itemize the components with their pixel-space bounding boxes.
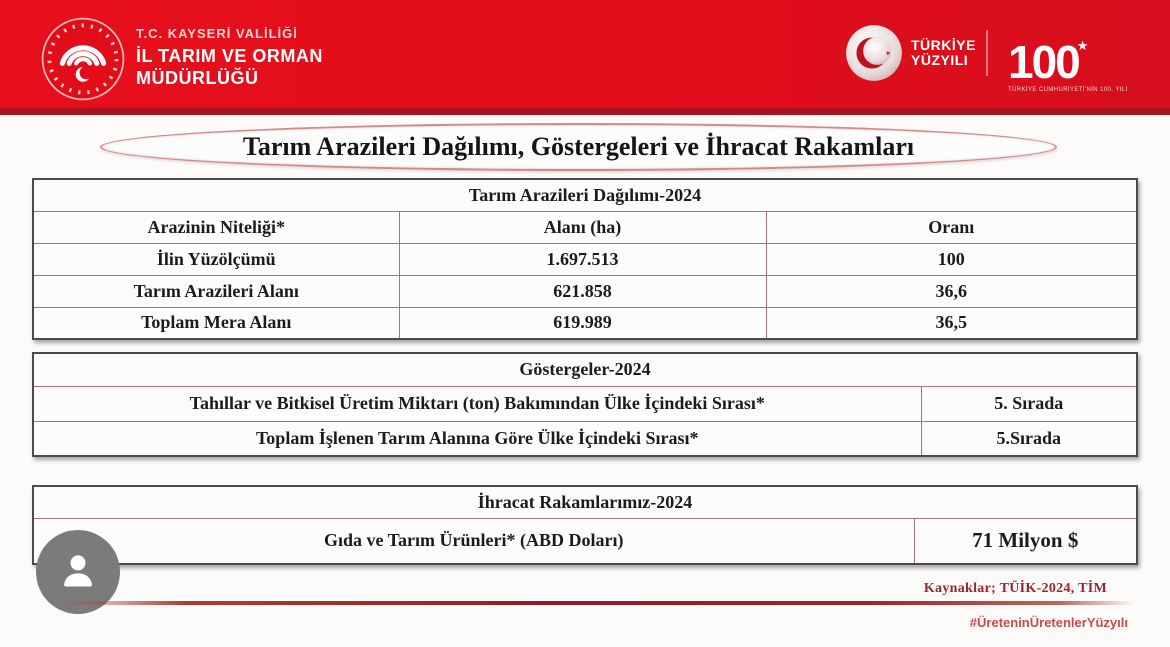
page-title-text: Tarım Arazileri Dağılımı, Göstergeleri ve İhracat Rakamları (242, 132, 915, 161)
crescent-circle-icon (843, 22, 905, 84)
turkiye-yuzyili-logo (843, 22, 976, 84)
banner-bottom-stripe (0, 108, 1170, 115)
column-header: Oranı (766, 211, 1137, 243)
turkiye-yuzyili-text (911, 38, 976, 68)
table-row (33, 243, 1137, 275)
cell-label: Toplam İşlenen Tarım Alanına Göre Ülke İçindeki Sırası* (33, 421, 921, 456)
land-distribution-table (32, 178, 1138, 340)
cell-area: 619.989 (399, 307, 766, 339)
table-row (33, 386, 1137, 421)
table-title-row (33, 486, 1137, 518)
agency-line1: T.C. KAYSERİ VALİLİĞİ (136, 26, 298, 41)
cell-label: Tarım Arazileri Alanı (33, 275, 399, 307)
centenary-100-logo (1008, 22, 1128, 93)
ty-line1: TÜRKİYE (911, 37, 976, 53)
hashtag: #ÜreteninÜretenlerYüzyılı (969, 615, 1128, 630)
table-row (33, 275, 1137, 307)
person-icon (53, 545, 103, 600)
table-title-row (33, 179, 1137, 211)
banner-divider (986, 30, 988, 76)
cell-ratio: 100 (766, 243, 1137, 275)
agency-title (136, 26, 323, 89)
indicators-table (32, 352, 1138, 457)
table-row (33, 307, 1137, 339)
table-row (33, 518, 1137, 564)
exports-table (32, 485, 1138, 565)
cell-label: Tahıllar ve Bitkisel Üretim Miktarı (ton) Bakımından Ülke İçindeki Sırası* (33, 386, 921, 421)
star-icon: ★ (1076, 38, 1089, 53)
table-title: İhracat Rakamlarımız-2024 (33, 486, 1137, 518)
centenary-caption: TÜRKİYE CUMHURİYETİ'NİN 100. YILI (1008, 87, 1128, 93)
cell-ratio: 36,5 (766, 307, 1137, 339)
table-title-row (33, 353, 1137, 386)
sources-note: Kaynaklar; TÜİK-2024, TİM (923, 581, 1107, 596)
cell-rank: 5. Sırada (921, 386, 1137, 421)
decorative-red-line (55, 601, 1135, 605)
table-title: Göstergeler-2024 (33, 353, 1137, 386)
cell-value: 71 Milyon $ (914, 518, 1137, 564)
cell-label: İlin Yüzölçümü (33, 243, 399, 275)
page-title (100, 123, 1057, 171)
header-banner (0, 0, 1170, 108)
cell-ratio: 36,6 (766, 275, 1137, 307)
table-title: Tarım Arazileri Dağılımı-2024 (33, 179, 1137, 211)
cell-area: 621.858 (399, 275, 766, 307)
table-header-row (33, 211, 1137, 243)
ministry-emblem-icon (40, 16, 126, 102)
column-header: Arazinin Niteliği* (33, 211, 399, 243)
cell-rank: 5.Sırada (921, 421, 1137, 456)
cell-label: Gıda ve Tarım Ürünleri* (ABD Doları) (33, 518, 914, 564)
cell-area: 1.697.513 (399, 243, 766, 275)
table-row (33, 421, 1137, 456)
centenary-number: 100 (1008, 36, 1079, 88)
column-header: Alanı (ha) (399, 211, 766, 243)
agency-line3: MÜDÜRLÜĞÜ (136, 68, 259, 88)
agency-line2: İL TARIM VE ORMAN (136, 46, 323, 66)
ty-line2: YÜZYILI (911, 52, 969, 68)
cell-label: Toplam Mera Alanı (33, 307, 399, 339)
